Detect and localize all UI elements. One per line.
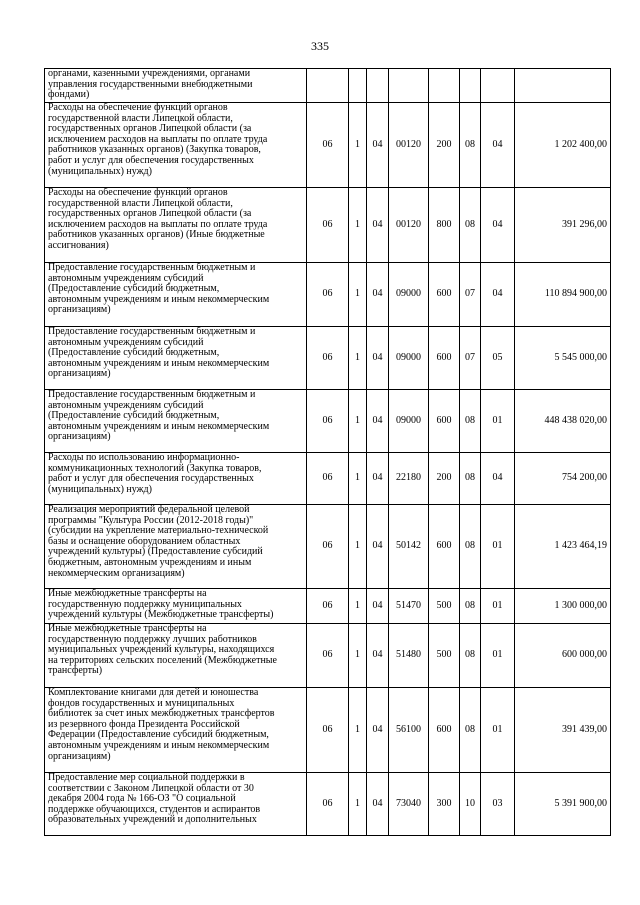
code-cell-c2: 1 bbox=[349, 263, 367, 327]
table-row bbox=[45, 69, 611, 103]
description-line: Предоставление государственным бюджетным и bbox=[48, 326, 256, 337]
table-row bbox=[45, 453, 611, 505]
code-cell-c7: 04 bbox=[481, 453, 515, 505]
code-cell-c2: 1 bbox=[349, 103, 367, 188]
description-line: организациям) bbox=[48, 304, 111, 316]
description-line: Комплектование книгами для детей и юношества bbox=[48, 687, 259, 698]
amount-cell: 110 894 900,00 bbox=[515, 263, 611, 327]
description-line: трансферты) bbox=[48, 665, 103, 677]
description-line: бюджетным, автономным учреждениям и иным bbox=[48, 556, 252, 568]
description-line: работ и услуг для обеспечения государственных bbox=[48, 154, 254, 166]
code-cell-c6: 10 bbox=[460, 773, 481, 836]
code-cell-c6: 08 bbox=[460, 624, 481, 688]
description-line: государственных органов Липецкой области (за bbox=[48, 123, 252, 135]
row-description bbox=[45, 624, 307, 688]
code-cell-c5: 600 bbox=[429, 688, 460, 773]
table-row bbox=[45, 505, 611, 589]
description-line: автономным учреждениям субсидий bbox=[48, 399, 204, 411]
amount-cell: 5 391 900,00 bbox=[515, 773, 611, 836]
code-cell-c4: 22180 bbox=[389, 453, 429, 505]
description-line: (Предоставление субсидий бюджетным, bbox=[48, 347, 220, 359]
table-row bbox=[45, 188, 611, 263]
code-cell-c1 bbox=[307, 69, 349, 103]
description-line: государственную поддержку лучших работников bbox=[48, 633, 257, 645]
description-line: библиотек за счет иных межбюджетных трансфертов bbox=[48, 708, 275, 720]
amount-cell: 1 423 464,19 bbox=[515, 505, 611, 589]
row-description bbox=[45, 773, 307, 836]
table-row bbox=[45, 624, 611, 688]
description-line: органами, казенными учреждениями, органами bbox=[48, 68, 251, 79]
code-cell-c3 bbox=[367, 69, 389, 103]
description-line: государственных органов Липецкой области (за bbox=[48, 208, 252, 220]
code-cell-c1: 06 bbox=[307, 390, 349, 453]
table-body bbox=[45, 69, 611, 836]
description-line: (Предоставление субсидий бюджетным, bbox=[48, 410, 220, 422]
code-cell-c4: 56100 bbox=[389, 688, 429, 773]
code-cell-c5: 600 bbox=[429, 390, 460, 453]
description-line: ассигнования) bbox=[48, 239, 109, 251]
row-description bbox=[45, 188, 307, 263]
code-cell-c3: 04 bbox=[367, 589, 389, 624]
description-line: (субсидии на укрепление материально-технической bbox=[48, 525, 269, 537]
code-cell-c4: 09000 bbox=[389, 327, 429, 390]
code-cell-c5: 500 bbox=[429, 624, 460, 688]
code-cell-c6: 08 bbox=[460, 390, 481, 453]
code-cell-c6: 08 bbox=[460, 188, 481, 263]
description-line: соответствии с Законом Липецкой области от 30 bbox=[48, 782, 254, 794]
description-line: государственной власти Липецкой области, bbox=[48, 197, 233, 209]
description-line: фондов государственных и муниципальных bbox=[48, 697, 235, 709]
code-cell-c4: 00120 bbox=[389, 188, 429, 263]
code-cell-c5: 600 bbox=[429, 327, 460, 390]
description-line: организациям) bbox=[48, 750, 111, 762]
description-line: работников указанных органов) (Закупка товаров, bbox=[48, 144, 261, 156]
code-cell-c4: 51480 bbox=[389, 624, 429, 688]
description-line: государственную поддержку муниципальных bbox=[48, 598, 242, 610]
code-cell-c6: 08 bbox=[460, 453, 481, 505]
description-line: государственной власти Липецкой области, bbox=[48, 112, 233, 124]
code-cell-c1: 06 bbox=[307, 624, 349, 688]
description-line: коммуникационных технологий (Закупка товаров, bbox=[48, 462, 262, 474]
code-cell-c3: 04 bbox=[367, 453, 389, 505]
description-line: Предоставление государственным бюджетным и bbox=[48, 262, 256, 273]
description-line: организациям) bbox=[48, 368, 111, 380]
code-cell-c4: 73040 bbox=[389, 773, 429, 836]
code-cell-c4: 51470 bbox=[389, 589, 429, 624]
code-cell-c3: 04 bbox=[367, 103, 389, 188]
code-cell-c1: 06 bbox=[307, 688, 349, 773]
row-description bbox=[45, 688, 307, 773]
code-cell-c2: 1 bbox=[349, 390, 367, 453]
description-line: исключением расходов на выплаты по оплате труда bbox=[48, 218, 268, 230]
description-line: (муниципальных) нужд) bbox=[48, 165, 152, 177]
amount-cell: 391 296,00 bbox=[515, 188, 611, 263]
description-line: управления государственными внебюджетными bbox=[48, 78, 253, 90]
description-line: Реализация мероприятий федеральной целевой bbox=[48, 504, 250, 515]
code-cell-c1: 06 bbox=[307, 327, 349, 390]
code-cell-c7: 01 bbox=[481, 390, 515, 453]
amount-cell bbox=[515, 69, 611, 103]
code-cell-c4: 50142 bbox=[389, 505, 429, 589]
code-cell-c2: 1 bbox=[349, 327, 367, 390]
table-row bbox=[45, 688, 611, 773]
description-line: организациям) bbox=[48, 431, 111, 443]
code-cell-c3: 04 bbox=[367, 505, 389, 589]
row-description bbox=[45, 505, 307, 589]
budget-table bbox=[44, 68, 611, 836]
row-description bbox=[45, 69, 307, 103]
code-cell-c6: 08 bbox=[460, 589, 481, 624]
row-description bbox=[45, 263, 307, 327]
table-row bbox=[45, 773, 611, 836]
code-cell-c5: 300 bbox=[429, 773, 460, 836]
code-cell-c5 bbox=[429, 69, 460, 103]
amount-cell: 754 200,00 bbox=[515, 453, 611, 505]
code-cell-c3: 04 bbox=[367, 624, 389, 688]
code-cell-c3: 04 bbox=[367, 263, 389, 327]
table-row bbox=[45, 263, 611, 327]
description-line: автономным учреждениям и иным некоммерческим bbox=[48, 420, 270, 432]
row-description bbox=[45, 103, 307, 188]
code-cell-c5: 200 bbox=[429, 103, 460, 188]
table-row bbox=[45, 327, 611, 390]
code-cell-c2: 1 bbox=[349, 453, 367, 505]
code-cell-c6: 08 bbox=[460, 688, 481, 773]
description-line: (муниципальных) нужд) bbox=[48, 483, 152, 495]
code-cell-c1: 06 bbox=[307, 453, 349, 505]
code-cell-c4: 09000 bbox=[389, 263, 429, 327]
amount-cell: 1 300 000,00 bbox=[515, 589, 611, 624]
code-cell-c4: 00120 bbox=[389, 103, 429, 188]
code-cell-c5: 600 bbox=[429, 505, 460, 589]
description-line: автономным учреждениям субсидий bbox=[48, 272, 204, 284]
description-line: на территориях сельских поселений (Межбюджетные bbox=[48, 654, 277, 666]
amount-cell: 391 439,00 bbox=[515, 688, 611, 773]
description-line: автономным учреждениям и иным некоммерческим bbox=[48, 293, 270, 305]
code-cell-c3: 04 bbox=[367, 773, 389, 836]
description-line: (Предоставление субсидий бюджетным, bbox=[48, 283, 220, 295]
amount-cell: 5 545 000,00 bbox=[515, 327, 611, 390]
code-cell-c3: 04 bbox=[367, 188, 389, 263]
description-line: Иные межбюджетные трансферты на bbox=[48, 623, 207, 634]
row-description bbox=[45, 453, 307, 505]
description-line: автономным учреждениям и иным некоммерческим bbox=[48, 739, 270, 751]
amount-cell: 1 202 400,00 bbox=[515, 103, 611, 188]
code-cell-c6 bbox=[460, 69, 481, 103]
code-cell-c5: 800 bbox=[429, 188, 460, 263]
row-description bbox=[45, 327, 307, 390]
code-cell-c5: 600 bbox=[429, 263, 460, 327]
code-cell-c7: 04 bbox=[481, 263, 515, 327]
description-line: некоммерческим организациям) bbox=[48, 567, 185, 579]
code-cell-c7: 05 bbox=[481, 327, 515, 390]
code-cell-c1: 06 bbox=[307, 589, 349, 624]
code-cell-c7: 01 bbox=[481, 624, 515, 688]
description-line: автономным учреждениям и иным некоммерческим bbox=[48, 357, 270, 369]
code-cell-c7: 03 bbox=[481, 773, 515, 836]
description-line: автономным учреждениям субсидий bbox=[48, 336, 204, 348]
code-cell-c1: 06 bbox=[307, 263, 349, 327]
code-cell-c3: 04 bbox=[367, 688, 389, 773]
description-line: декабря 2004 года № 166-ОЗ "О социальной bbox=[48, 793, 236, 805]
code-cell-c3: 04 bbox=[367, 327, 389, 390]
table-row bbox=[45, 103, 611, 188]
description-line: Федерации (Предоставление субсидий бюджетным, bbox=[48, 729, 269, 741]
description-line: базы и оснащение оборудованием областных bbox=[48, 535, 241, 547]
code-cell-c1: 06 bbox=[307, 103, 349, 188]
description-line: Предоставление государственным бюджетным и bbox=[48, 389, 256, 400]
description-line: из резервного фонда Президента Российской bbox=[48, 718, 240, 730]
code-cell-c6: 08 bbox=[460, 505, 481, 589]
code-cell-c2: 1 bbox=[349, 505, 367, 589]
code-cell-c2: 1 bbox=[349, 188, 367, 263]
code-cell-c6: 07 bbox=[460, 263, 481, 327]
code-cell-c1: 06 bbox=[307, 505, 349, 589]
description-line: Расходы по использованию информационно- bbox=[48, 452, 240, 463]
row-description bbox=[45, 390, 307, 453]
code-cell-c1: 06 bbox=[307, 188, 349, 263]
code-cell-c6: 08 bbox=[460, 103, 481, 188]
code-cell-c2: 1 bbox=[349, 688, 367, 773]
description-line: поддержке обучающихся, студентов и аспирантов bbox=[48, 803, 261, 815]
description-line: работ и услуг для обеспечения государственных bbox=[48, 473, 254, 485]
description-line: работников указанных органов) (Иные бюджетные bbox=[48, 229, 265, 241]
code-cell-c2: 1 bbox=[349, 624, 367, 688]
code-cell-c7 bbox=[481, 69, 515, 103]
code-cell-c7: 04 bbox=[481, 103, 515, 188]
amount-cell: 448 438 020,00 bbox=[515, 390, 611, 453]
code-cell-c7: 01 bbox=[481, 505, 515, 589]
description-line: программы "Культура России (2012-2018 годы)" bbox=[48, 514, 254, 526]
description-line: Иные межбюджетные трансферты на bbox=[48, 588, 207, 599]
code-cell-c2 bbox=[349, 69, 367, 103]
description-line: Расходы на обеспечение функций органов bbox=[48, 187, 228, 198]
code-cell-c6: 07 bbox=[460, 327, 481, 390]
description-line: исключением расходов на выплаты по оплате труда bbox=[48, 133, 268, 145]
description-line: учреждений культуры) (Предоставление субсидий bbox=[48, 546, 263, 558]
code-cell-c1: 06 bbox=[307, 773, 349, 836]
code-cell-c4 bbox=[389, 69, 429, 103]
description-line: учреждений культуры (Межбюджетные трансферты) bbox=[48, 609, 274, 621]
code-cell-c7: 01 bbox=[481, 688, 515, 773]
description-line: фондами) bbox=[48, 89, 90, 101]
code-cell-c5: 500 bbox=[429, 589, 460, 624]
code-cell-c5: 200 bbox=[429, 453, 460, 505]
description-line: образовательных учреждений и дополнительных bbox=[48, 814, 257, 826]
code-cell-c4: 09000 bbox=[389, 390, 429, 453]
page-number: 335 bbox=[311, 39, 329, 53]
code-cell-c3: 04 bbox=[367, 390, 389, 453]
table-row bbox=[45, 589, 611, 624]
description-line: муниципальных учреждений культуры, находящихся bbox=[48, 644, 275, 656]
amount-cell: 600 000,00 bbox=[515, 624, 611, 688]
code-cell-c7: 01 bbox=[481, 589, 515, 624]
table-row bbox=[45, 390, 611, 453]
code-cell-c7: 04 bbox=[481, 188, 515, 263]
description-line: Предоставление мер социальной поддержки в bbox=[48, 772, 245, 783]
code-cell-c2: 1 bbox=[349, 589, 367, 624]
row-description bbox=[45, 589, 307, 624]
description-line: Расходы на обеспечение функций органов bbox=[48, 102, 228, 113]
code-cell-c2: 1 bbox=[349, 773, 367, 836]
